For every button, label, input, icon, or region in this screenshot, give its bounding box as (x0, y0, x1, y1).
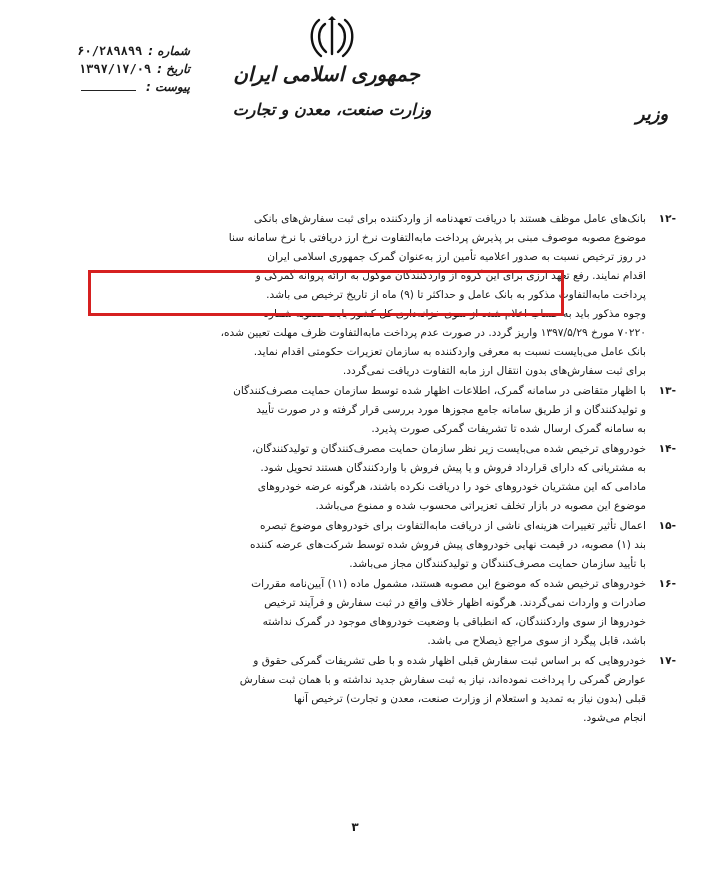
clause-line: اعمال تأثیر تغییرات هزینه‌ای ناشی از دریافت مابه‌التفاوت برای خودروهای موضوع تبصره (260, 520, 646, 532)
clause-line: صادرات و واردات نمی‌گردند. هرگونه اظهار خلاف واقع در ثبت سفارش و فرآیند ترخیص (264, 597, 646, 609)
clause-line: موضوع مصوبه موصوف مبنی بر پذیرش پرداخت مابه‌التفاوت نرخ ارز دریافتی با نرخ سامانه سنا (228, 232, 646, 244)
clause-item (72, 440, 676, 516)
country-title: جمهوری اسلامی ایران (233, 62, 420, 86)
clause-number: -۱۲ (658, 213, 676, 225)
letter-date-value: ۱۳۹۷/۱۷/۰۹ (78, 62, 152, 76)
clause-line: قبلی (بدون نیاز به تمدید و استعلام از وزارت صنعت، معدن و تجارت) ترخیص آنها (293, 693, 646, 705)
clause-line: باشد، قابل پیگرد از سوی مراجع ذیصلاح می باشد. (427, 635, 646, 647)
clause-line: با اظهار متقاضی در سامانه گمرک، اطلاعات اظهار شده توسط سازمان حمایت مصرف‌کنندگان (233, 385, 646, 397)
clause-line: خودروها از سوی واردکنندگان، که انطباقی با وضعیت خودروهای موجود در گمرک نداشته (262, 616, 646, 628)
clause-line: موضوع این مصوبه در بازار تخلف تعزیراتی محسوب شده و ممنوع می‌باشد. (315, 500, 646, 512)
clause-line: به مشتریانی که دارای قرارداد فروش و یا پیش فروش با واردکنندگان هستند تحویل شود. (260, 462, 646, 474)
clause-line: خودروهای ترخیص شده که موضوع این مصوبه هستند، مشمول ماده (۱۱) آیین‌نامه مقررات (251, 578, 646, 590)
clause-line: انجام می‌شود. (583, 712, 646, 724)
letter-number-label: شماره : (148, 44, 190, 58)
clause-number: -۱۷ (658, 655, 676, 667)
clause-number: -۱۴ (658, 443, 676, 455)
page-number: ۳ (351, 820, 359, 834)
letter-attachment-row (40, 80, 190, 98)
iran-emblem-icon (307, 14, 357, 60)
clause-line: بند (۱) مصوبه، در قیمت نهایی خودروهای پیش فروش شده توسط شرکت‌های عرضه کننده (250, 539, 646, 551)
clause-line: ۷۰۲۲۰ مورخ ۱۳۹۷/۵/۲۹ واریز گردد. در صورت عدم پرداخت مابه‌التفاوت ظرف مهلت تعیین شده، (220, 327, 646, 339)
letter-number-row (40, 44, 190, 62)
clause-line: بانک عامل می‌بایست نسبت به معرفی واردکننده به سازمان تعزیرات حکومتی اقدام نماید. (253, 346, 646, 358)
clause-line: خودروهای ترخیص شده می‌بایست زیر نظر سازمان حمایت مصرف‌کنندگان و تولیدکنندگان، (251, 443, 646, 455)
clause-number: -۱۶ (658, 578, 676, 590)
letter-date-row (40, 62, 190, 80)
letter-meta (40, 44, 190, 98)
clause-line: بانک‌های عامل موظف هستند با دریافت تعهدنامه از واردکننده برای ثبت سفارش‌های بانکی (253, 213, 646, 225)
letter-date-label: تاریخ : (157, 62, 190, 76)
clause-line: عوارض گمرکی را پرداخت نموده‌اند، نیاز به ثبت سفارش جدید نداشته و با همان ثبت سفارش (239, 674, 646, 686)
clause-line: با تأیید سازمان حمایت مصرف‌کنندگان و تولیدکنندگان مجاز می‌باشد. (349, 558, 646, 570)
clause-line: پرداخت مابه‌التفاوت مذکور به بانک عامل و حداکثر تا (۹) ماه از تاریخ ترخیص می باشد. (266, 289, 646, 301)
attachment-blank-line (81, 80, 136, 91)
highlight-box (88, 270, 564, 316)
clause-number: -۱۳ (658, 385, 676, 397)
clause-line: وجوه مذکور باید به حساب اعلام شده از سوی خزانه‌داری کل کشور بابت مصوبه شماره (263, 308, 646, 320)
clause-line: به سامانه گمرک ارسال شده تا تشریفات گمرکی صورت پذیرد. (371, 423, 646, 435)
clause-line: مادامی که این مشتریان خودروهای خود را دریافت نکرده باشند، هرگونه عرضه خودروهای (257, 481, 646, 493)
clause-line: خودروهایی که بر اساس ثبت سفارش قبلی اظهار شده و با طی تشریفات گمرکی حقوق و (253, 655, 646, 667)
clause-line: و تولیدکنندگان و از طریق سامانه جامع مجوزها مورد بررسی قرار گرفته و در صورت تأیید (256, 404, 646, 416)
letter-attachment-label: پیوست : (146, 80, 190, 94)
letter-number-value: ۶۰/۲۸۹۸۹۹ (77, 44, 143, 58)
minister-title: وزیر (635, 104, 669, 125)
clause-number: -۱۵ (658, 520, 676, 532)
clause-item (72, 652, 676, 728)
ministry-title: وزارت صنعت، معدن و تجارت (232, 100, 432, 119)
clause-line: اقدام نمایند. رفع تعهد ارزی برای این گروه از واردکنندگان موکول به ارائه پروانه گمرکی و (255, 270, 646, 282)
clause-item (72, 382, 676, 439)
clause-line: برای ثبت سفارش‌های بدون انتقال ارز مابه التفاوت دریافت نمی‌گردد. (342, 365, 646, 377)
clause-item (72, 575, 676, 651)
clause-line: در روز ترخیص نسبت به صدور اعلامیه تأمین ارز به‌عنوان گمرک جمهوری اسلامی ایران (267, 251, 646, 263)
clause-item (72, 517, 676, 574)
